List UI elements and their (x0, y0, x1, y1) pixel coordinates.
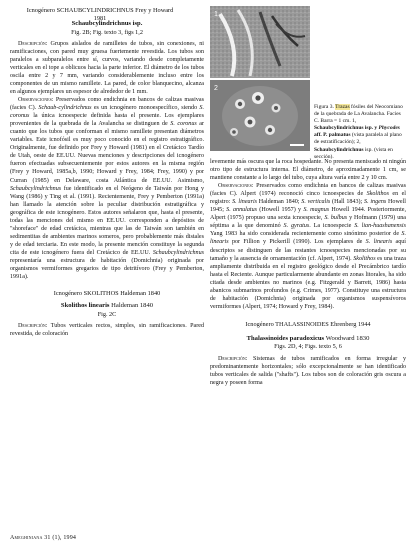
obs-text: (Hall 1843); (330, 199, 365, 206)
obs-text: Preservados como endichnia en bancos de calizas masivas (facies C). Alpert (1974) reconoció cinco icnoespecies de (210, 183, 406, 198)
taxon-title-thalassinoides (210, 335, 406, 344)
obs-taxon: Schaubcylindrichnus (152, 249, 204, 256)
obs-taxon: S. verticalis (301, 199, 331, 206)
obs-taxon: S. lian-huashanensis (354, 223, 406, 230)
continued-paragraph: levemente más oscura que la roca hospedante. No presenta meniscado ni ningún otro tipo de estructura interna. El diámetro, de aproximadamente 1 cm, se mantiene constante a lo largo del tubo, cuya altura varía entre 2 y 10 cm. (210, 159, 406, 182)
observations-paragraph-2 (210, 182, 406, 311)
obs-taxon: S. coronus (10, 105, 204, 120)
description-label: Descripción: (18, 40, 48, 47)
obs-taxon: S. bulbus (324, 215, 348, 222)
obs-text: es un icnogénero monoespecífico, siendo (91, 105, 200, 112)
figure-3 (210, 6, 406, 160)
svg-text:1: 1 (214, 11, 218, 18)
right-column (210, 6, 406, 387)
obs-text: en el registro: (210, 191, 406, 206)
running-head-line1: Icnogénero SCHAUBCYLINDRICHNUS Frey y Howard (26, 7, 174, 14)
taxon-ref-thalassinoides: Figs. 2D, 4; Figs. texto 5, 6 (274, 343, 342, 351)
section-head-skolithos: Icnogénero SKOLITHOS Haldeman 1840 (53, 290, 161, 298)
obs-taxon: Schaubcylindrichnus (10, 185, 62, 192)
obs-text: y Hofmann (1979) una séptima a la que denominó (210, 215, 406, 230)
obs-taxon: S. annulatus (226, 207, 258, 214)
obs-text: ar cuanto que los tubos que conforman el mismo ramillete presentan diámetros variables. Este icnofósil es muy poco conocido en el registro estratigráfico. Originalmente, fue definido por Frey y Howard (1981) en el Cretácico Tardío de Utah, oeste de EE.UU. Nuevas menciones y descripciones del icnogénero fueron efectuadas subsecuentemente por estos autores en la misma región (Frey y Howard, 1985a,b, 1990; Howard y Frey, 1984; Frey, 1990) y por Curran (1985) en Delaware, costa Atlántica de EE.UU. Asimismo, (10, 121, 204, 184)
obs-taxon: S. ingens (364, 199, 387, 206)
description-text-2: Tubos verticales rectos, simples, sin ramificaciones. Pared revestida, de coloración (10, 322, 204, 337)
obs-taxon: Schaub-cylindrichnus (38, 105, 92, 112)
svg-text:2: 2 (214, 85, 218, 92)
taxon-title-schaubcylindrichnus: Schaubcylindrichnus isp. (71, 20, 143, 27)
caption-text: fósiles del Neocomiano de la quebrada de La Avalancha. Facies C. Barra = 1 cm. 1, (314, 104, 403, 125)
obs-text: la única icnoespecie definida hasta el presente. Los ejemplares provenientes de la quebrada de la Avalancha se distinguen de (10, 113, 204, 128)
taxon-author: Woodward 1830 (325, 334, 370, 342)
obs-text: fue identificado en el Neógeno de Taiwán por Hong y Wang (1986) y Ting et al. (1991). Recientemente, Frey y Pemberton (1991a) han llamado la atención sobre la peculiar distribución estratigráfica y geográfica de este icnogénero. Estos autores señalaron que, hasta el presente, todas las menciones del mismo en EE.UU. corresponden a depósitos de "shoreface" de edad cretácica, mientras que las de Taiwán son también en sedimentitas de ambientes marinos someros, pero probablemente más distales y de edad terciaria. En este modo, la presente mención constituye la segunda cita de este icnogénero fuera del Cretácico de EE.UU. (10, 185, 204, 256)
description-paragraph (10, 40, 204, 96)
obs-text: Howell 1945; (210, 199, 406, 214)
caption-taxon: P. palmatus (323, 132, 351, 139)
obs-text: Yang 1983 ha sido considerada recientemente como sinónimo posterior de (210, 231, 402, 238)
caption-text: aff. (314, 132, 324, 139)
caption-text: isp. (vista en sección). (314, 146, 393, 160)
description-paragraph-3 (210, 355, 406, 387)
taxon-ref-schaubcylindrichnus: Fig. 2B; Fig. texto 3, figs 1,2 (71, 28, 143, 36)
observations-paragraph (10, 96, 204, 281)
caption-taxon: Phycodes (378, 125, 400, 132)
section-head-thalassinoides: Icnogénero THALASSINOIDES Ehrenberg 1944 (245, 320, 371, 328)
obs-taxon: S. magnus (303, 207, 330, 214)
description-paragraph-2 (10, 322, 204, 338)
taxon-title-skolithos (10, 302, 204, 311)
obs-taxon: S. linearis (210, 231, 406, 246)
fossil-photo (210, 6, 310, 151)
obs-taxon: S. coronus (170, 121, 197, 128)
caption-taxon: Schaubcylindrichnus (314, 146, 364, 153)
obs-taxon: Skolithos (366, 191, 389, 198)
taxon-name: Thalassinoides paradoxicus (246, 334, 325, 342)
observations-label-2: Observaciones: (218, 183, 254, 190)
obs-text: es una traza ampliamente distribuida en el registro geológico desde el Precámbrico tardío hasta el Reciente. Aunque particularmente abundante en zonas litorales, ha sido citada desde ambientes no marinos (e.g. Fitzgerald y Barrett, 1986) hasta abanicos submarinos profundos (e.g. Crimes, 1977). Constituye una estructura de habitación (Domichnia) originada por organismos suspensívoros vermiformes (Alpert, 1974; Howard y Frey, 1984). (210, 255, 406, 310)
obs-text: por Fillion y Pickerill (1990). Los ejemplares de (228, 239, 366, 246)
obs-text: Haldeman 1840; (257, 199, 302, 206)
obs-text: representaría una estructura de habitación (Domichnia) originada por organismos vermiformes gregarios de tipo detritívoro (Frey y Pemberton, 1991a). (10, 257, 204, 281)
observations-label: Observaciones: (18, 97, 54, 104)
caption-lead: Figura 3. (314, 104, 334, 110)
obs-text: . La icnoespecie (309, 223, 355, 230)
obs-taxon: Skolithos (353, 255, 376, 262)
caption-text: isp. y (363, 125, 379, 132)
description-text: Grupos aislados de ramilletes de tubos, sin conexiones, ni ramificaciones, con pared muy gruesa fuertemente revestida. Los tubos son paralelos a subparalelos entre sí, curvos, variando desde completamente verticales en el tope a oblicuos hacia la parte inferior. El diámetro de los tubos oscila entre 2 y 7 mm, variando considerablemente incluso entre los componentes de un mismo ramillete. La pared, de color blanquecino, alcanza en algunos ejemplares un espesor de alrededor de 1 mm. (10, 40, 204, 95)
obs-taxon: S. linearis (365, 239, 393, 246)
running-head-line2: 1981 (93, 15, 107, 22)
left-column (10, 20, 204, 338)
taxon-author: Haldeman 1840 (111, 302, 154, 310)
obs-text: aquí descriptos se distinguen de las restantes icnoespecies mencionadas por su tamaño y la ausencia de ornamentación (cf. Alpert, 1974). (210, 239, 407, 262)
description-text-3: Sistemas de tubos ramificados en forma irregular y predominantemente horizontales; sólo excepcionalmente se han identificado tubos verticales de salida ("shafts"). Los tubos son de coloración gris oscura a negra y poseen forma (210, 355, 406, 386)
caption-taxon: Schaubcylindrichnus (314, 125, 364, 132)
caption-text: (vista paralela al plano de estratificación); 2, (314, 132, 402, 146)
taxon-ref-skolithos: Fig. 2C (97, 310, 117, 318)
description-label-2: Descripción: (18, 322, 48, 329)
taxon-name: Skolithos linearis (60, 302, 110, 310)
page-footer: Ameghiniana 31 (1), 1994 (10, 535, 77, 541)
figure-caption (314, 104, 406, 161)
obs-text: Preservados como endichnia en bancos de calizas masivas (facies C). (10, 97, 204, 112)
obs-text: Howell 1944. Posteriormente, Alpert (1975) propuso una sexta icnoespecie, (210, 207, 406, 222)
caption-highlight: Trazas (335, 104, 350, 110)
obs-taxon: S. gyratus (283, 223, 310, 230)
description-label-3: Descripción: (218, 355, 248, 362)
obs-text: (Howell 1957) y (257, 207, 304, 214)
obs-taxon: S. linearis (232, 199, 258, 206)
